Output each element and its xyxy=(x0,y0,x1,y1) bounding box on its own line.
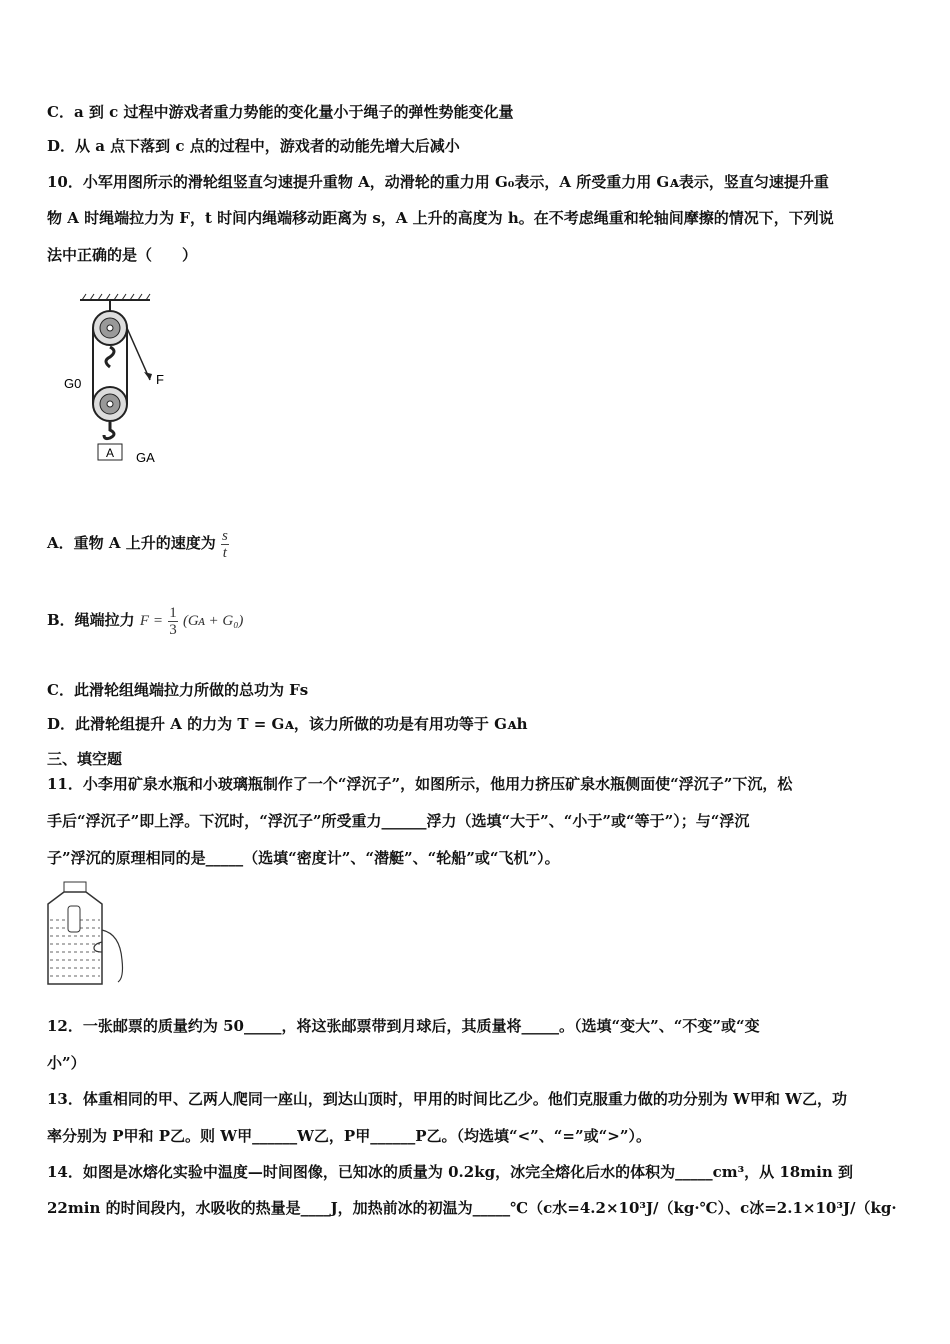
fraction-numerator: 1 xyxy=(169,604,177,621)
question-12-line-1: 12．一张邮票的质量约为 50_____，将这张邮票带到月球后，其质量将_____。（选填“变大”、“不变”或“变 xyxy=(47,1017,760,1035)
section-heading-fill-in: 三、填空题 xyxy=(47,750,123,768)
option-a-q10 xyxy=(47,520,229,566)
question-10-line-1: 10．小军用图所示的滑轮组竖直匀速提升重物 A，动滑轮的重力用 G₀表示，A 所受重力用 Gᴀ表示，竖直匀速提升重 xyxy=(47,173,829,191)
question-14-line-1: 14．如图是冰熔化实验中温度—时间图像，已知冰的质量为 0.2kg，冰完全熔化后水的体积为_____cm³，从 18min 到 xyxy=(47,1163,853,1181)
question-12-line-2: 小”） xyxy=(47,1054,86,1072)
fraction-one-third xyxy=(168,605,178,638)
label-ga: GA xyxy=(136,450,155,465)
question-11-line-3: 子”浮沉的原理相同的是_____（选填“密度计”、“潜艇”、“轮船”或“飞机”）。 xyxy=(47,849,560,867)
fraction-s-over-t xyxy=(221,528,229,561)
label-a: A xyxy=(105,446,115,460)
option-b-q10 xyxy=(47,598,243,643)
option-d-q9: D．从 a 点下落到 c 点的过程中，游戏者的动能先增大后减小 xyxy=(47,137,460,155)
question-13-line-1: 13．体重相同的甲、乙两人爬同一座山，到达山顶时，甲用的时间比乙少。他们克服重力做的功分别为 W甲和 W乙，功 xyxy=(47,1090,848,1108)
fraction-denominator: 3 xyxy=(169,621,177,638)
bottle-figure xyxy=(44,880,134,990)
question-13-line-2: 率分别为 P甲和 P乙。则 W甲______W乙，P甲______P乙。（均选填“<”、“=”或“>”）。 xyxy=(47,1127,651,1145)
fraction-denominator: t xyxy=(222,544,227,561)
question-11-line-1: 11．小李用矿泉水瓶和小玻璃瓶制作了一个“浮沉子”，如图所示，他用力挤压矿泉水瓶侧面使“浮沉子”下沉，松 xyxy=(47,775,793,793)
option-c-q10: C．此滑轮组绳端拉力所做的总功为 Fs xyxy=(47,681,309,699)
formula-left: F = xyxy=(139,613,163,629)
fraction-numerator: s xyxy=(221,527,228,544)
label-f: F xyxy=(156,372,164,387)
label-g0: G0 xyxy=(64,376,82,391)
option-c-q9: C．a 到 c 过程中游戏者重力势能的变化量小于绳子的弹性势能变化量 xyxy=(47,103,514,121)
pulley-figure xyxy=(60,292,190,467)
question-10-line-2: 物 A 时绳端拉力为 F，t 时间内绳端移动距离为 s，A 上升的高度为 h。在不考虑绳重和轮轴间摩擦的情况下，下列说 xyxy=(47,209,834,227)
question-10-line-3: 法中正确的是（ ） xyxy=(47,246,198,264)
question-14-line-2: 22min 的时间段内，水吸收的热量是____J，加热前冰的初温为_____℃（c水=4.2×10³J/（kg·℃）、c冰=2.1×10³J/（kg· xyxy=(47,1199,897,1217)
formula-right: (Gᴀ + G₀) xyxy=(182,613,244,629)
option-b-text: B．绳端拉力 xyxy=(47,611,135,629)
option-d-q10: D．此滑轮组提升 A 的力为 T = Gᴀ，该力所做的功是有用功等于 Gᴀh xyxy=(47,715,528,733)
option-a-text: A．重物 A 上升的速度为 xyxy=(47,534,216,552)
question-11-line-2: 手后“浮沉子”即上浮。下沉时，“浮沉子”所受重力______浮力（选填“大于”、“小于”或“等于”）；与“浮沉 xyxy=(47,812,750,830)
